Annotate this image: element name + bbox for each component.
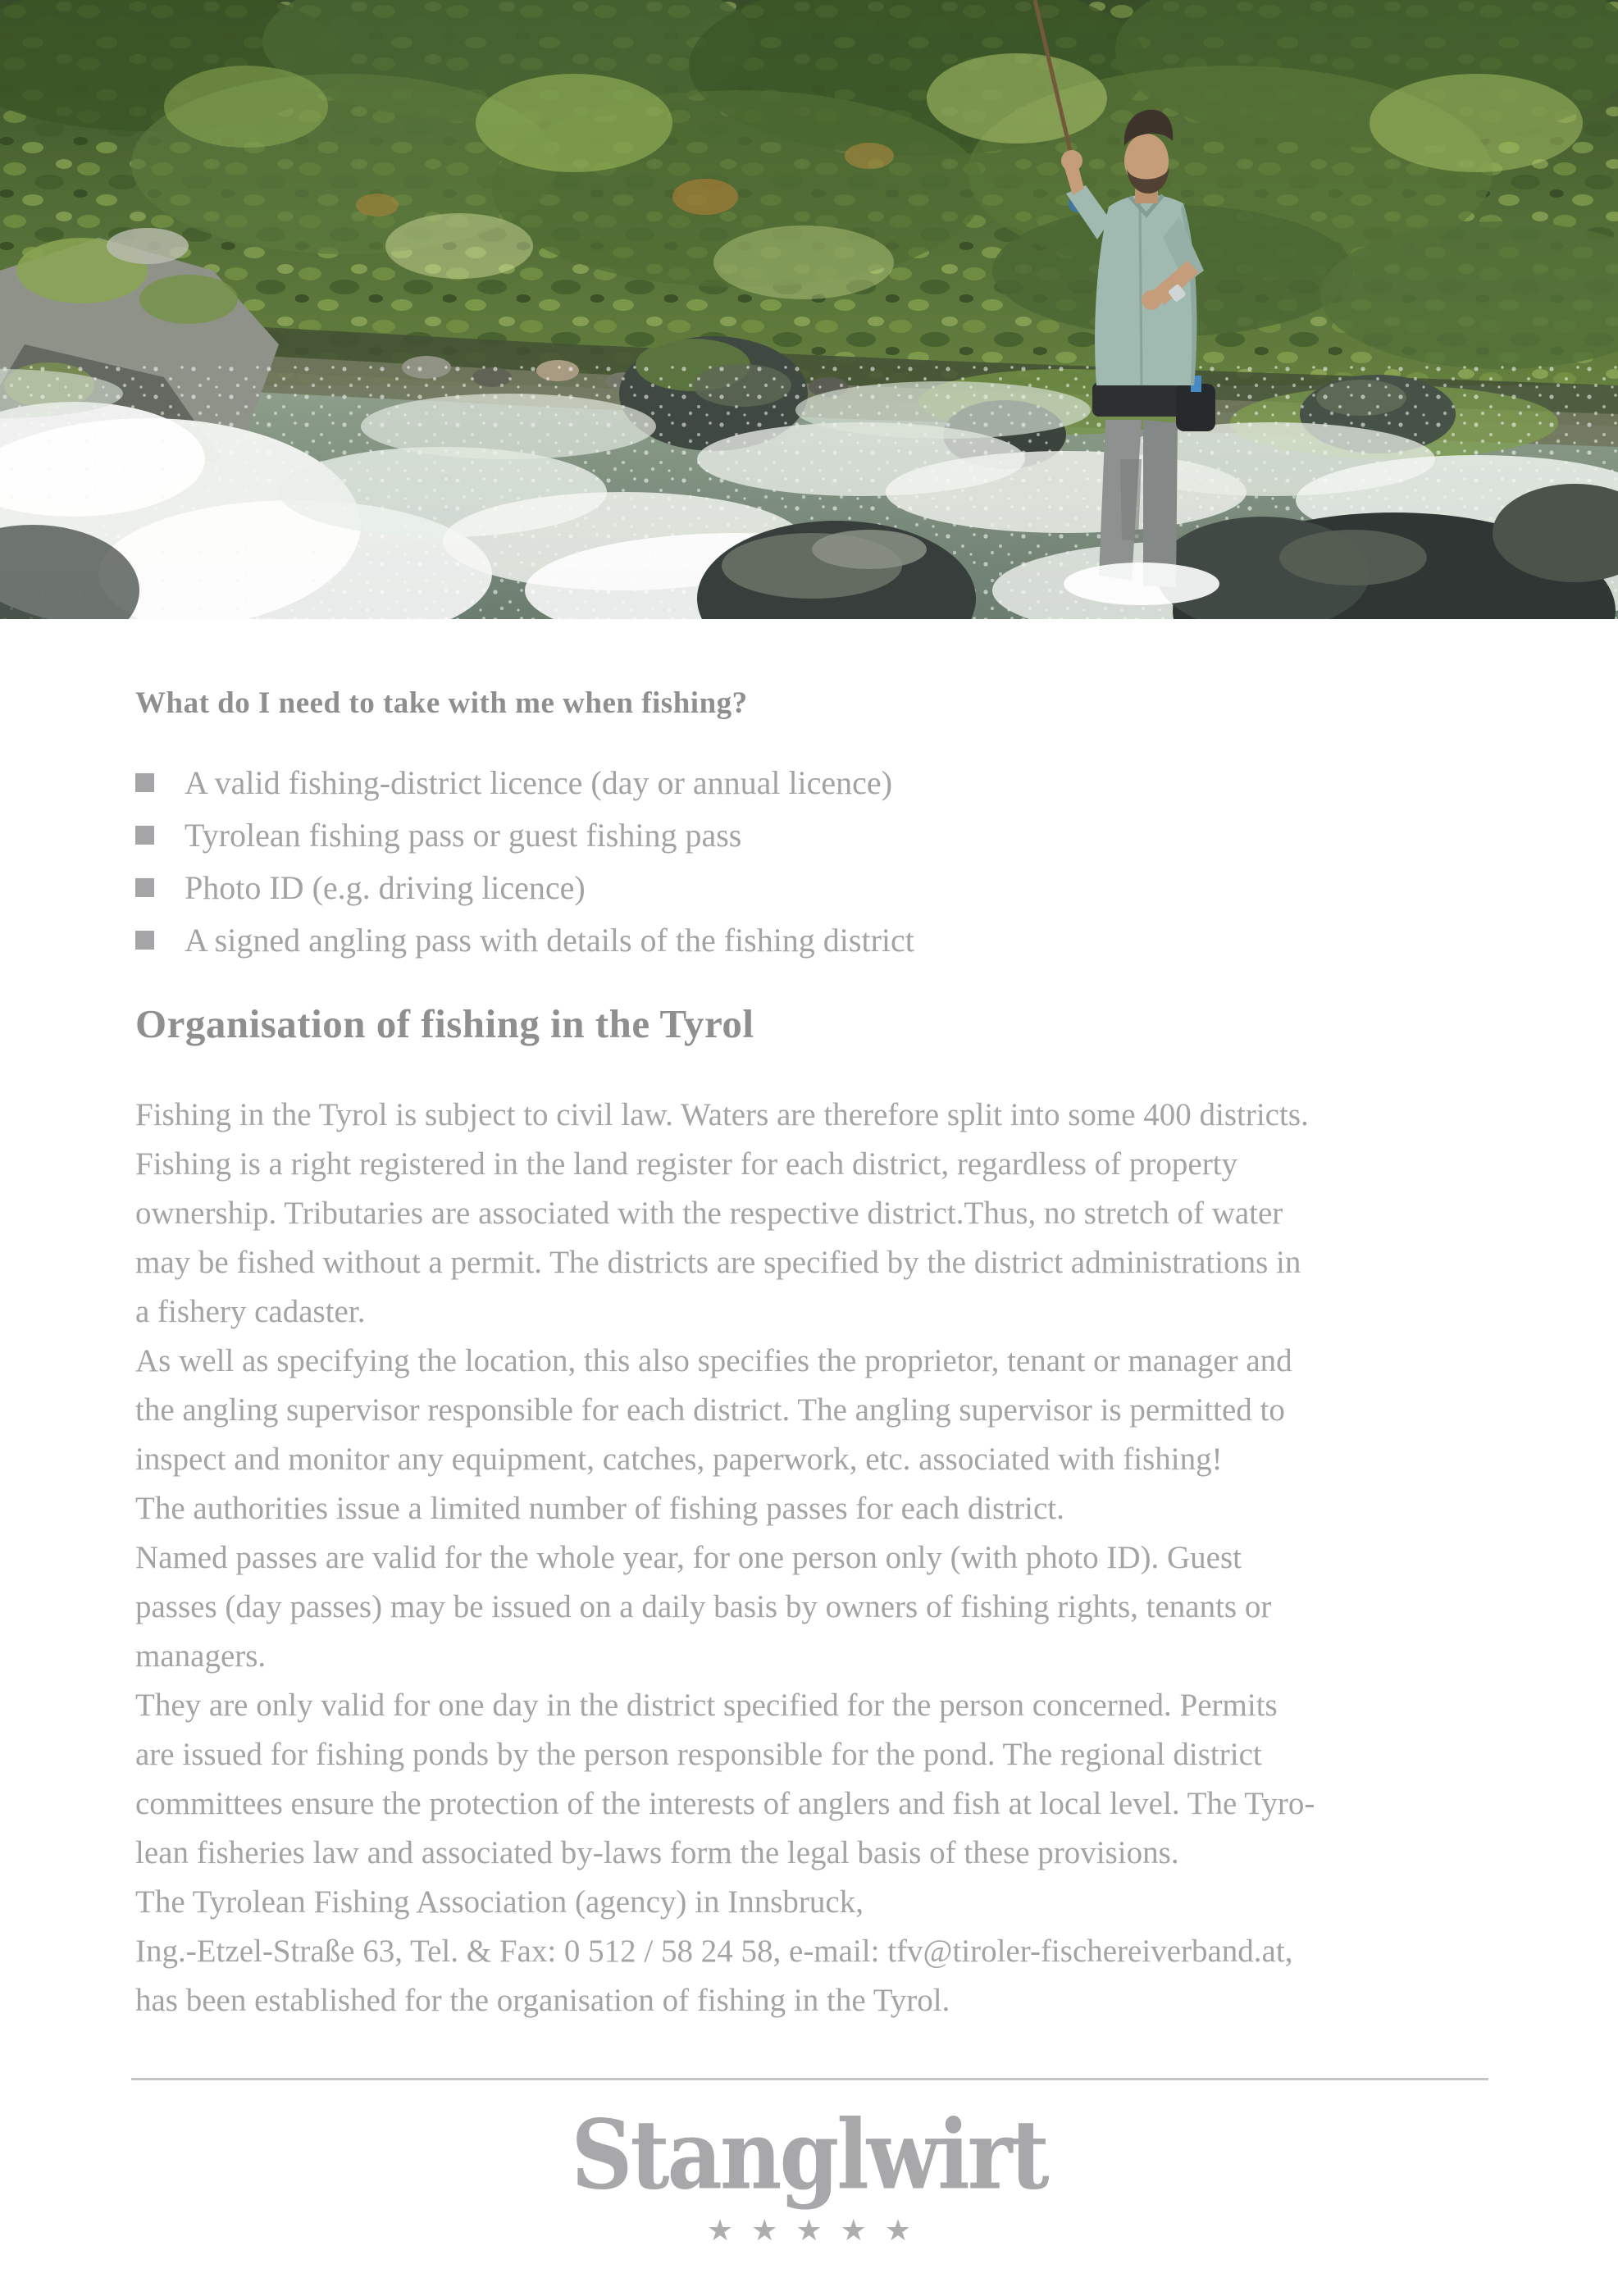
bullet-square-icon [135,826,154,845]
checklist-bullet-list [135,756,914,966]
body-text-line: Fishing in the Tyrol is subject to civil law. Waters are therefore split into some 400 districts. [135,1097,1309,1132]
organisation-body-text [135,1091,1513,2025]
body-text-line: passes (day passes) may be issued on a daily basis by owners of fishing rights, tenants or [135,1589,1272,1624]
checklist-item [135,809,914,861]
body-text-line: has been established for the organisation of fishing in the Tyrol. [135,1983,950,2018]
checklist-item-label: Tyrolean fishing pass or guest fishing pass [185,816,742,854]
body-text-line: They are only valid for one day in the district specified for the person concerned. Permits [135,1688,1278,1723]
checklist-item-label: A signed angling pass with details of the fishing district [185,921,914,959]
body-text-line: lean fisheries law and associated by-laws form the legal basis of these provisions. [135,1835,1179,1870]
body-text-line: a fishery cadaster. [135,1294,366,1329]
body-text-line: are issued for fishing ponds by the person responsible for the pond. The regional district [135,1737,1262,1772]
body-text-line: Ing.-Etzel-Straße 63, Tel. & Fax: 0 512 / 58 24 58, e-mail: tfv@tiroler-fischereiverband.at, [135,1934,1293,1969]
checklist-item-label: Photo ID (e.g. driving licence) [185,868,586,906]
checklist-item [135,756,914,809]
checklist-heading: What do I need to take with me when fishing? [135,686,748,720]
checklist-item [135,861,914,913]
body-text-line: managers. [135,1638,267,1674]
body-text-line: The authorities issue a limited number of fishing passes for each district. [135,1491,1064,1526]
hero-photo-river-fisherman [0,0,1618,619]
body-text-line: As well as specifying the location, this also specifies the proprietor, tenant or manager and [135,1343,1292,1378]
body-text-line: Named passes are valid for the whole year, for one person only (with photo ID). Guest [135,1540,1242,1575]
body-text-line: the angling supervisor responsible for each district. The angling supervisor is permitted to [135,1392,1285,1428]
body-text-line: may be fished without a permit. The districts are specified by the district administrations in [135,1245,1301,1280]
five-star-rating-icon: ★★★★★ [706,2214,930,2248]
bullet-square-icon [135,931,154,950]
bullet-square-icon [135,878,154,897]
body-text-line: Fishing is a right registered in the land register for each district, regardless of property [135,1146,1238,1182]
body-text-line: The Tyrolean Fishing Association (agency) in Innsbruck, [135,1884,864,1920]
bullet-square-icon [135,773,154,792]
footer-divider [131,2078,1488,2080]
body-text-line: committees ensure the protection of the interests of anglers and fish at local level. The Tyro- [135,1786,1315,1821]
checklist-item-label: A valid fishing-district licence (day or annual licence) [185,763,893,801]
stanglwirt-logo: Stanglwirt [571,2098,1047,2212]
organisation-heading: Organisation of fishing in the Tyrol [135,1001,754,1046]
checklist-item [135,913,914,966]
body-text-line: ownership. Tributaries are associated with the respective district.Thus, no stretch of water [135,1196,1283,1231]
body-text-line: inspect and monitor any equipment, catches, paperwork, etc. associated with fishing! [135,1442,1223,1477]
